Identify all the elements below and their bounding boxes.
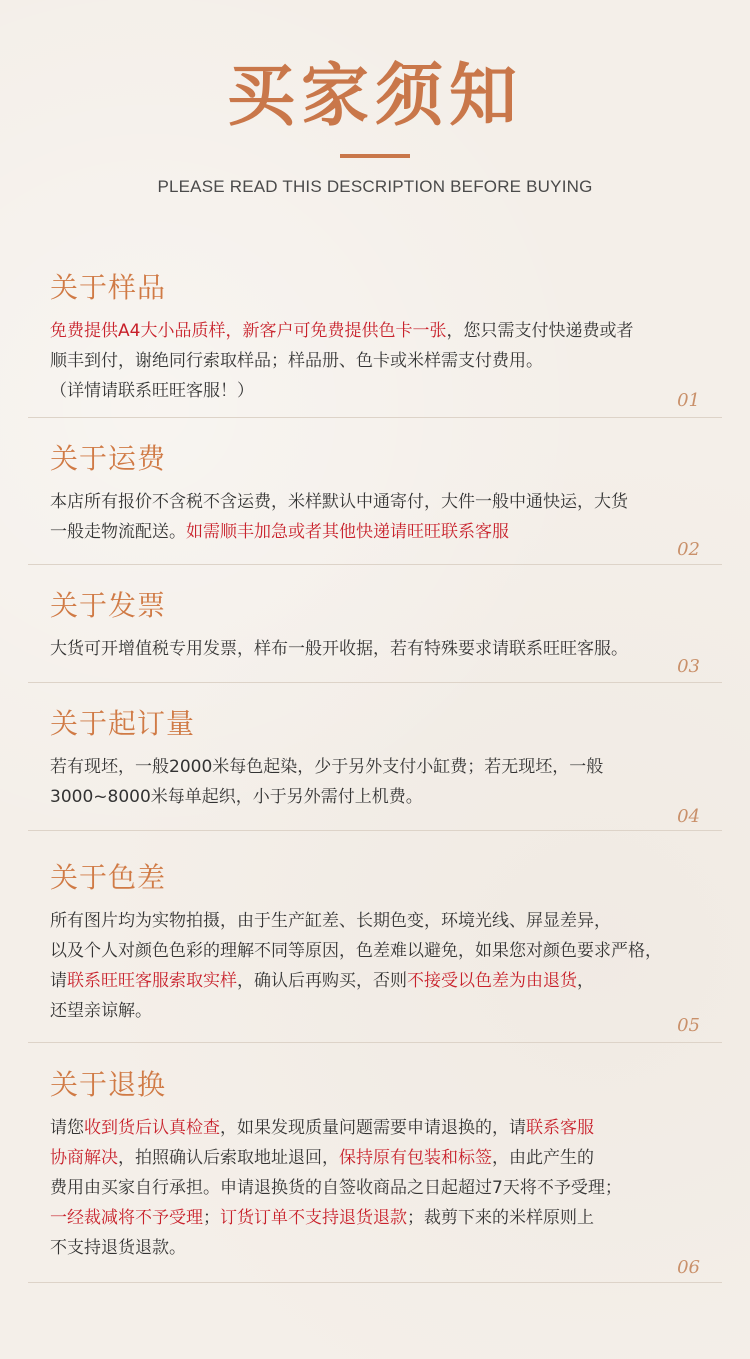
page-title: 买家须知 — [226, 57, 523, 136]
body-text: 本店所有报价不含税不含运费，米样默认中通寄付，大件一般中通快运，大货 — [50, 492, 628, 512]
body-line — [50, 634, 720, 664]
body-text: （详情请联系旺旺客服！） — [50, 381, 254, 401]
body-text: ，确认后再购买，否则 — [237, 971, 407, 991]
body-text: 不支持退货退款。 — [50, 1238, 186, 1258]
highlight-text: 一经裁减将不予受理 — [50, 1208, 203, 1228]
section-body — [50, 316, 720, 406]
section-body — [50, 1113, 720, 1263]
title-underline — [340, 154, 410, 158]
body-text: 若有现坯，一般2000米每色起染，少于另外支付小缸费；若无现坯，一般 — [50, 757, 604, 777]
body-text: 费用由买家自行承担。申请退换货的自签收商品之日起超过7天将不予受理； — [50, 1178, 622, 1198]
divider — [28, 1282, 722, 1283]
body-line — [50, 376, 720, 406]
divider — [28, 1042, 722, 1043]
body-line — [50, 936, 720, 966]
body-line — [50, 906, 720, 936]
body-line — [50, 996, 720, 1026]
body-text: ，由此产生的 — [492, 1148, 594, 1168]
highlight-text: 免费提供A4大小品质样，新客户可免费提供色卡一张 — [50, 321, 447, 341]
body-line — [50, 316, 720, 346]
divider — [28, 417, 722, 418]
body-line — [50, 517, 720, 547]
body-text: 以及个人对颜色色彩的理解不同等原因，色差难以避免，如果您对颜色要求严格， — [50, 941, 662, 961]
section-body — [50, 487, 720, 547]
body-text: ，拍照确认后索取地址退回， — [118, 1148, 339, 1168]
body-text: 还望亲谅解。 — [50, 1001, 152, 1021]
section-title: 关于起订量 — [50, 707, 196, 740]
highlight-text: 不接受以色差为由退货 — [407, 971, 577, 991]
body-text: ，如果发现质量问题需要申请退换的，请 — [220, 1118, 526, 1138]
body-line — [50, 752, 720, 782]
body-text: 请 — [50, 971, 67, 991]
section-body — [50, 634, 720, 664]
body-text: ，您只需支付快递费或者 — [446, 321, 634, 341]
section-number: 03 — [677, 656, 700, 677]
highlight-text: 收到货后认真检查 — [84, 1118, 220, 1138]
section-number: 02 — [677, 539, 700, 560]
section-title: 关于色差 — [50, 861, 167, 894]
section-title: 关于退换 — [50, 1068, 167, 1101]
body-text: ， — [577, 971, 594, 991]
divider — [28, 830, 722, 831]
section-number: 06 — [677, 1257, 700, 1278]
highlight-text: 保持原有包装和标签 — [339, 1148, 492, 1168]
body-text: 所有图片均为实物拍摄，由于生产缸差、长期色变，环境光线、屏显差异， — [50, 911, 611, 931]
highlight-text: 协商解决 — [50, 1148, 118, 1168]
section-title: 关于样品 — [50, 271, 167, 304]
highlight-text: 订货订单不支持退货退款 — [220, 1208, 407, 1228]
page-subtitle: PLEASE READ THIS DESCRIPTION BEFORE BUYING — [157, 177, 593, 196]
body-line — [50, 1113, 720, 1143]
body-line — [50, 346, 720, 376]
body-line — [50, 782, 720, 812]
section-title: 关于运费 — [50, 442, 167, 475]
body-line — [50, 1143, 720, 1173]
body-text: ；裁剪下来的米样原则上 — [407, 1208, 594, 1228]
highlight-text: 联系旺旺客服索取实样 — [67, 971, 237, 991]
body-line — [50, 487, 720, 517]
body-text: 3000~8000米每单起织，小于另外需付上机费。 — [50, 787, 423, 807]
highlight-text: 联系客服 — [526, 1118, 594, 1138]
body-text: 请您 — [50, 1118, 84, 1138]
divider — [28, 682, 722, 683]
section-number: 04 — [677, 806, 700, 827]
body-line — [50, 1233, 720, 1263]
body-line — [50, 1173, 720, 1203]
body-text: 大货可开增值税专用发票，样布一般开收据，若有特殊要求请联系旺旺客服。 — [50, 639, 628, 659]
section-body — [50, 752, 720, 812]
body-line — [50, 966, 720, 996]
section-number: 05 — [677, 1015, 700, 1036]
body-text: 顺丰到付，谢绝同行索取样品；样品册、色卡或米样需支付费用。 — [50, 351, 543, 371]
highlight-text: 如需顺丰加急或者其他快递请旺旺联系客服 — [186, 522, 509, 542]
section-title: 关于发票 — [50, 589, 167, 622]
divider — [28, 564, 722, 565]
section-number: 01 — [677, 390, 700, 411]
body-line — [50, 1203, 720, 1233]
body-text: ； — [203, 1208, 220, 1228]
section-body — [50, 906, 720, 1026]
body-text: 一般走物流配送。 — [50, 522, 186, 542]
